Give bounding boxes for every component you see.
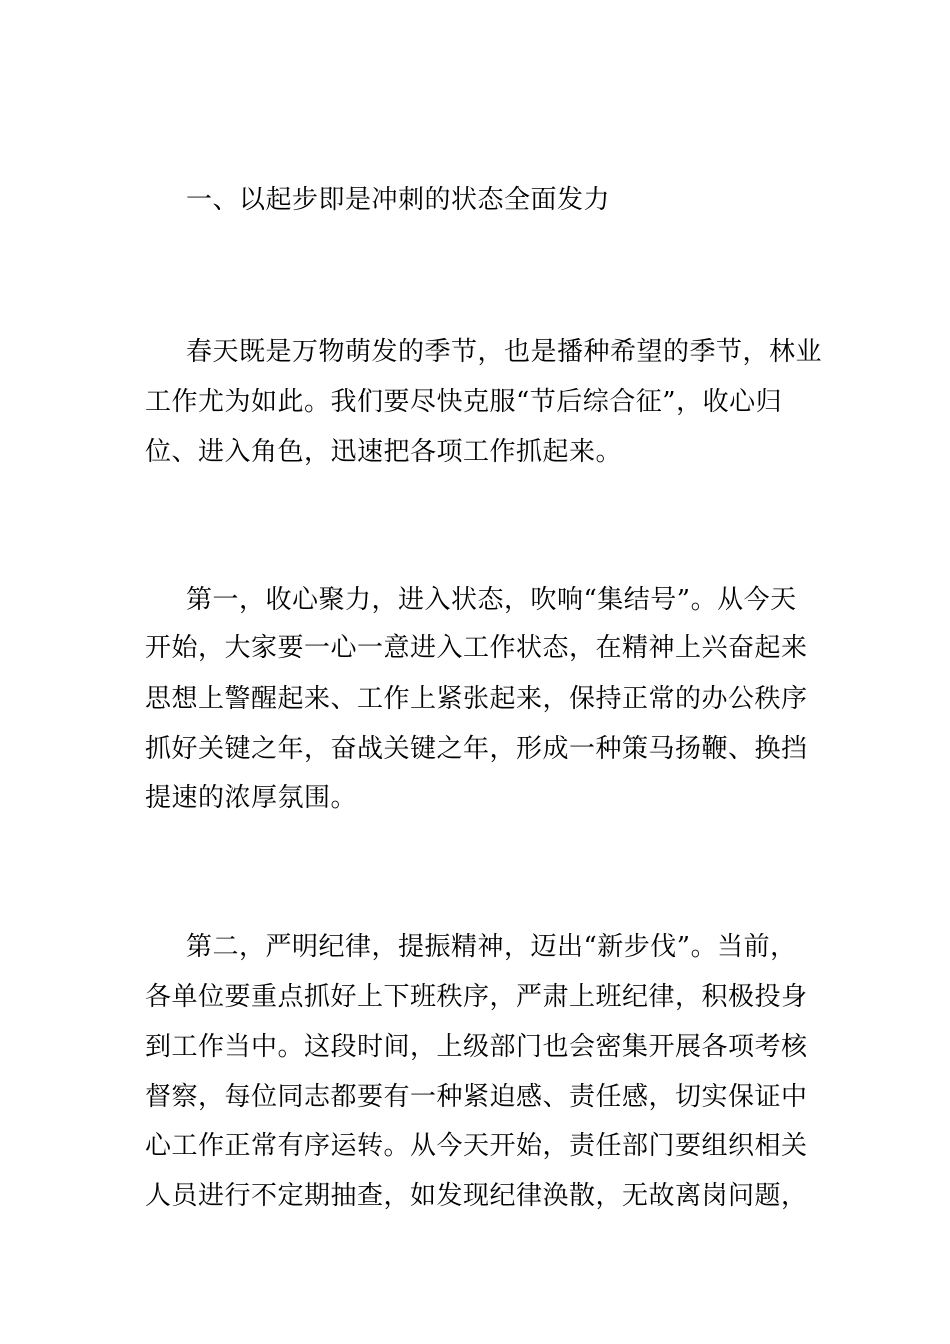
section-heading: 一、以起步即是冲刺的状态全面发力: [186, 185, 611, 215]
paragraph-line: 第二，严明纪律，提振精神，迈出“新步伐”。当前，: [186, 932, 797, 962]
paragraph-line: 心工作正常有序运转。从今天开始，责任部门要组织相关: [145, 1131, 808, 1161]
paragraph-line: 督察，每位同志都要有一种紧迫感、责任感，切实保证中: [145, 1082, 808, 1112]
paragraph-line: 工作尤为如此。我们要尽快克服“节后综合征”，收心归: [145, 387, 783, 417]
paragraph-line: 提速的浓厚氛围。: [145, 783, 358, 813]
paragraph-line: 春天既是万物萌发的季节，也是播种希望的季节，林业: [186, 337, 823, 367]
paragraph-line: 开始，大家要一心一意进入工作状态，在精神上兴奋起来: [145, 633, 808, 663]
paragraph-line: 位、进入角色，迅速把各项工作抓起来。: [145, 437, 623, 467]
paragraph-line: 思想上警醒起来、工作上紧张起来，保持正常的办公秩序: [145, 684, 808, 714]
paragraph-line: 人员进行不定期抽查，如发现纪律涣散，无故离岗问题，: [145, 1181, 808, 1211]
paragraph-line: 第一，收心聚力，进入状态，吹响“集结号”。从今天: [186, 585, 797, 615]
paragraph-line: 到工作当中。这段时间，上级部门也会密集开展各项考核: [145, 1032, 808, 1062]
paragraph-line: 各单位要重点抓好上下班秩序，严肃上班纪律，积极投身: [145, 982, 808, 1012]
paragraph-line: 抓好关键之年，奋战关键之年，形成一种策马扬鞭、换挡: [145, 734, 808, 764]
